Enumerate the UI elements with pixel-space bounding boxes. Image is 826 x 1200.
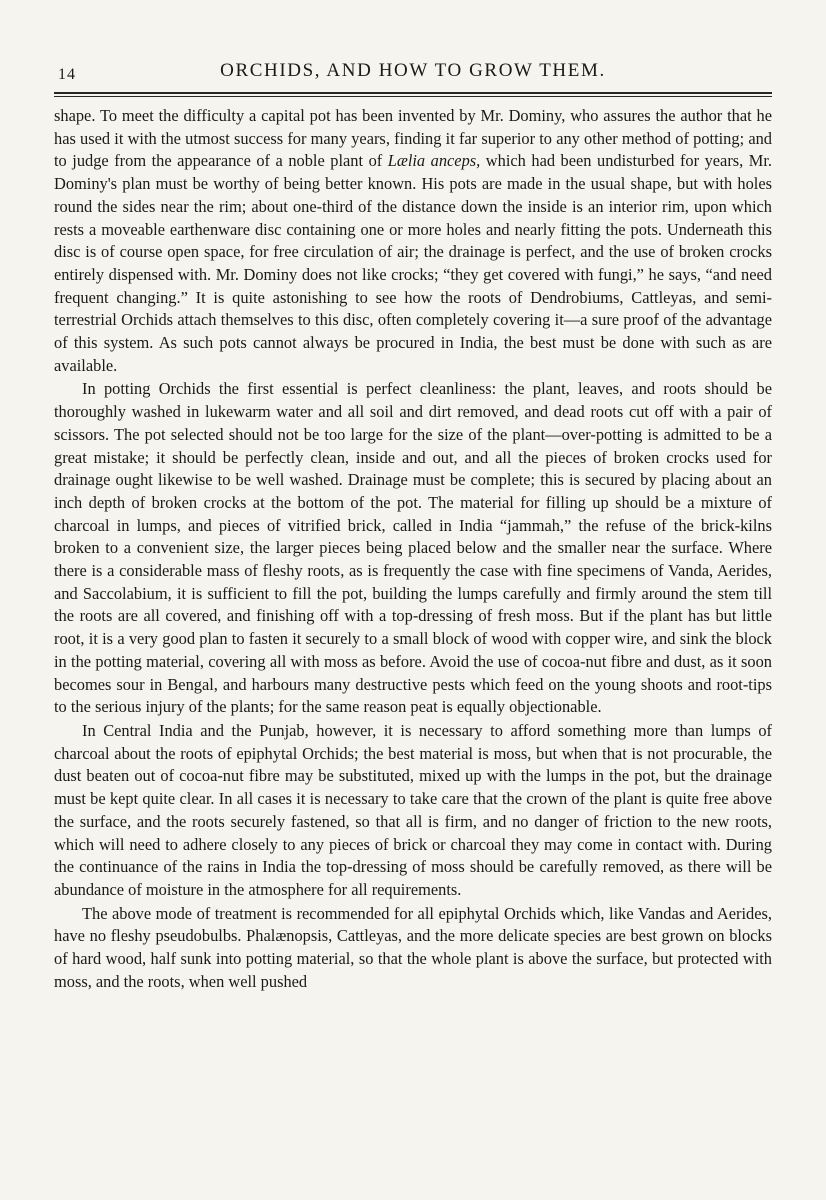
paragraph-text: shape. To meet the difficulty a capital pot has been invented by Mr. Dominy, who assures the author that he has used it with the utmost success for many years, finding it far superior to any other method of potting; and to judge from the appearance of a noble plant of	[54, 106, 772, 171]
running-title: ORCHIDS, AND HOW TO GROW THEM.	[220, 60, 606, 81]
page-header	[54, 52, 772, 92]
body-text	[54, 105, 772, 993]
paragraph-continuation	[54, 105, 772, 377]
header-rule	[54, 92, 772, 97]
page-number: 14	[58, 66, 76, 83]
paragraph-text: which had been undisturbed for years, Mr. Dominy's plan must be worthy of being better known. His pots are made in the usual shape, but with holes round the sides near the rim; about one-third of the distance down the inside is an interior rim, upon which rests a moveable earthenware disc containing one or more holes and nearly fitting the pots. Underneath this disc is of course open space, for free circulation of air; the drainage is perfect, and the use of broken crocks entirely dispensed with. Mr. Dominy does not like crocks; “they get covered with fungi,” he says, “and need frequent changing.” It is quite astonishing to see how the roots of Dendrobiums, Cattleyas, and semi-terrestrial Orchids attach themselves to this disc, often completely covering it—a sure proof of the advantage of this system. As such pots cannot always be procured in India, the best must be done with such as are available.	[54, 151, 773, 375]
paragraph-potting: In potting Orchids the first essential is perfect cleanliness: the plant, leaves, and roots should be thoroughly washed in lukewarm water and all soil and dirt removed, and dead roots cut off with a pair of scissors. The pot selected should not be too large for the size of the plant—over-potting is admitted to be a great mistake; it should be perfectly clean, inside and out, and all the pieces of broken crocks used for drainage ought likewise to be well washed. Drainage must be complete; this is secured by placing about an inch depth of broken crocks at the bottom of the pot. The material for filling up should be a mixture of charcoal in lumps, and pieces of vitrified brick, called in India “jammah,” the refuse of the brick-kilns broken to a convenient size, the larger pieces being placed below and the smaller near the surface. Where there is a considerable mass of fleshy roots, as is frequently the case with fine specimens of Vanda, Aerides, and Saccolabium, it is sufficient to fill the pot, building the lumps carefully and firmly around the stem till the roots are all covered, and finishing off with a top-dressing of fresh moss. But if the plant has but little root, it is a very good plan to fasten it securely to a small block of wood with copper wire, and sink the block in the potting material, covering all with moss as before. Avoid the use of cocoa-nut fibre and dust, as it soon becomes sour in Bengal, and harbours many destructive pests which feed on the young shoots and root-tips to the serious injury of the plants; for the same reason peat is equally objectionable.	[54, 379, 772, 717]
paragraph-treatment: The above mode of treatment is recommended for all epiphytal Orchids which, like Vandas and Aerides, have no fleshy pseudobulbs. Phalænopsis, Cattleyas, and the more delicate species are best grown on blocks of hard wood, half sunk into potting material, so that the whole plant is above the surface, but protected with moss, and the roots, when well pushed	[54, 903, 772, 991]
species-name: Lælia anceps,	[387, 151, 481, 171]
paragraph-central-india: In Central India and the Punjab, however, it is necessary to afford something more than lumps of charcoal about the roots of epiphytal Orchids; the best material is moss, but when that is not procurable, the dust beaten out of cocoa-nut fibre may be substituted, mixed up with the lumps in the pot, but the drainage must be kept quite clear. In all cases it is necessary to take care that the crown of the plant is quite free above the surface, and the roots securely fastened, so that all is firm, and no danger of friction to the new roots, which will need to adhere closely to any pieces of brick or charcoal they may come in contact with. During the continuance of the rains in India the top-dressing of moss should be carefully removed, as there will be abundance of moisture in the atmosphere for all requirements.	[54, 720, 772, 899]
